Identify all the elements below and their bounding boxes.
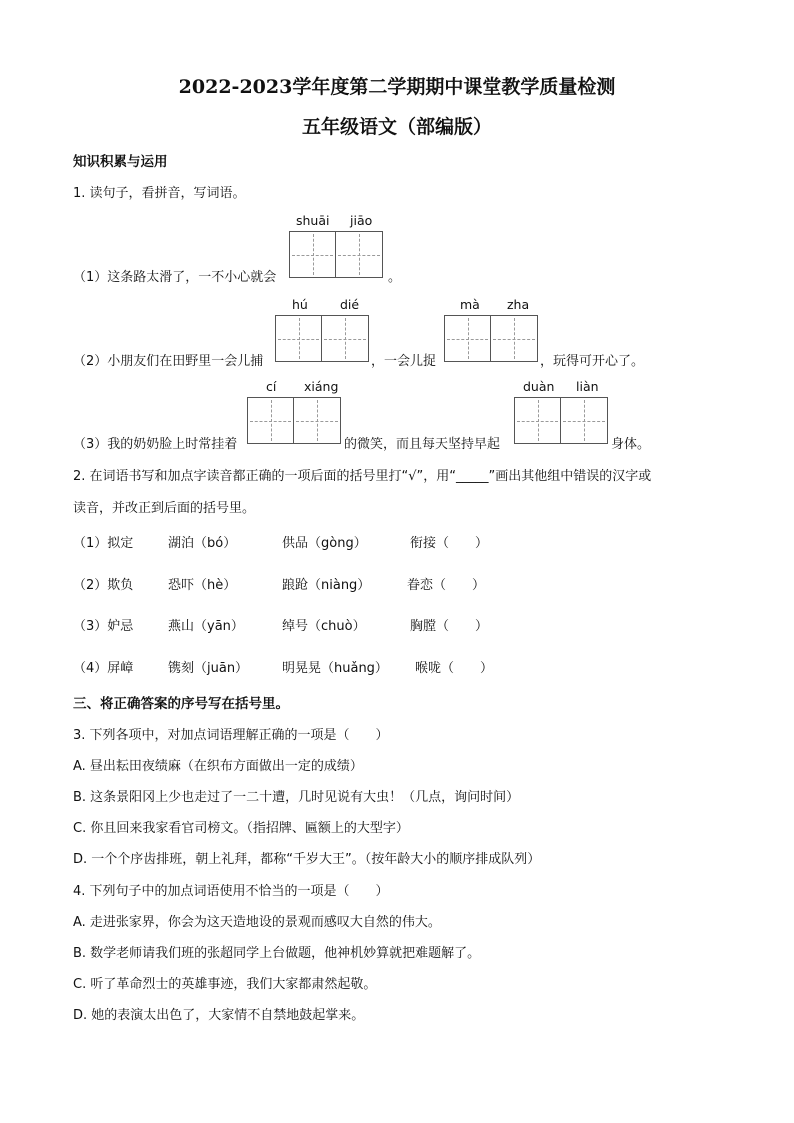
question-2-prompt-cont: 读音，并改正到后面的括号里。 bbox=[73, 501, 256, 516]
writing-cell[interactable] bbox=[336, 231, 383, 278]
word-group: （4）屏嶂 bbox=[73, 661, 134, 676]
word-group: 绰号（chuò） bbox=[282, 619, 366, 634]
pinyin: dié bbox=[340, 297, 360, 312]
pinyin: duàn bbox=[523, 379, 555, 394]
pinyin: cí bbox=[266, 379, 277, 394]
option-d[interactable]: D. 她的表演太出色了，大家情不自禁地鼓起掌来。 bbox=[73, 1008, 365, 1023]
word-group: 湖泊（bó） bbox=[168, 536, 237, 551]
section-heading-knowledge: 知识积累与运用 bbox=[73, 154, 168, 170]
writing-cell[interactable] bbox=[322, 315, 369, 362]
word-group: 明晃晃（huǎng） bbox=[282, 661, 388, 676]
writing-grid[interactable] bbox=[275, 315, 369, 362]
answer-bracket[interactable]: 眷恋（ ） bbox=[407, 578, 486, 593]
writing-grid[interactable] bbox=[514, 397, 608, 444]
pinyin: mà bbox=[460, 297, 480, 312]
word-group: 镌刻（juān） bbox=[168, 661, 249, 676]
option-d[interactable]: D. 一个个序齿排班，朝上礼拜，都称“千岁大王”。（按年龄大小的顺序排成队列） bbox=[73, 852, 541, 867]
option-b[interactable]: B. 这条景阳冈上少也走过了一二十遭，几时见说有大虫！（几点，询问时间） bbox=[73, 790, 520, 805]
word-group: 恐吓（hè） bbox=[168, 578, 237, 593]
word-group: 踉跄（niàng） bbox=[282, 578, 371, 593]
writing-grid[interactable] bbox=[444, 315, 538, 362]
writing-grid[interactable] bbox=[247, 397, 341, 444]
question-4-stem: 4. 下列句子中的加点词语使用不恰当的一项是（ ） bbox=[73, 884, 389, 899]
pinyin: hú bbox=[292, 297, 308, 312]
sentence-text: （2）小朋友们在田野里一会儿捕 bbox=[73, 354, 264, 369]
writing-cell[interactable] bbox=[294, 397, 341, 444]
option-c[interactable]: C. 听了革命烈士的英雄事迹，我们大家都肃然起敬。 bbox=[73, 977, 377, 992]
word-group: 燕山（yān） bbox=[168, 619, 244, 634]
writing-grid[interactable] bbox=[289, 231, 383, 278]
pinyin: shuāi bbox=[296, 213, 330, 228]
question-1-prompt: 1. 读句子，看拼音，写词语。 bbox=[73, 186, 246, 201]
sentence-text: 的微笑，而且每天坚持早起 bbox=[344, 437, 501, 452]
writing-cell[interactable] bbox=[491, 315, 538, 362]
sentence-text: （1）这条路太滑了，一不小心就会 bbox=[73, 270, 277, 285]
pinyin: zha bbox=[507, 297, 530, 312]
writing-cell[interactable] bbox=[561, 397, 608, 444]
pinyin: liàn bbox=[576, 379, 599, 394]
writing-cell[interactable] bbox=[275, 315, 322, 362]
word-group: （3）妒忌 bbox=[73, 619, 134, 634]
option-a[interactable]: A. 昼出耘田夜绩麻（在织布方面做出一定的成绩） bbox=[73, 759, 363, 774]
writing-cell[interactable] bbox=[444, 315, 491, 362]
option-a[interactable]: A. 走进张家界，你会为这天造地设的景观而感叹大自然的伟大。 bbox=[73, 915, 441, 930]
word-group: （1）拟定 bbox=[73, 536, 134, 551]
section-heading-choice: 三、将正确答案的序号写在括号里。 bbox=[73, 696, 289, 712]
sentence-text: 。 bbox=[388, 270, 402, 285]
page-subtitle: 五年级语文（部编版） bbox=[301, 116, 492, 138]
writing-cell[interactable] bbox=[289, 231, 336, 278]
sentence-text: 身体。 bbox=[611, 437, 651, 452]
answer-bracket[interactable]: 衔接（ ） bbox=[410, 536, 489, 551]
sentence-text: （3）我的奶奶脸上时常挂着 bbox=[73, 437, 238, 452]
word-group: 供品（gòng） bbox=[282, 536, 367, 551]
option-c[interactable]: C. 你且回来我家看官司榜文。（指招牌、匾额上的大型字） bbox=[73, 821, 409, 836]
answer-bracket[interactable]: 喉咙（ ） bbox=[415, 661, 494, 676]
question-2-prompt: 2. 在词语书写和加点字读音都正确的一项后面的括号里打“√”，用“_____”画出其他组中错误的汉字或 bbox=[73, 469, 652, 484]
page-title: 2022-2023学年度第二学期期中课堂教学质量检测 bbox=[178, 76, 616, 98]
writing-cell[interactable] bbox=[514, 397, 561, 444]
option-b[interactable]: B. 数学老师请我们班的张超同学上台做题，他神机妙算就把难题解了。 bbox=[73, 946, 481, 961]
sentence-text: ，一会儿捉 bbox=[371, 354, 437, 369]
question-3-stem: 3. 下列各项中，对加点词语理解正确的一项是（ ） bbox=[73, 728, 389, 743]
pinyin: jiāo bbox=[350, 213, 373, 228]
sentence-text: ，玩得可开心了。 bbox=[540, 354, 645, 369]
answer-bracket[interactable]: 胸膛（ ） bbox=[410, 619, 489, 634]
word-group: （2）欺负 bbox=[73, 578, 134, 593]
pinyin: xiáng bbox=[304, 379, 339, 394]
writing-cell[interactable] bbox=[247, 397, 294, 444]
